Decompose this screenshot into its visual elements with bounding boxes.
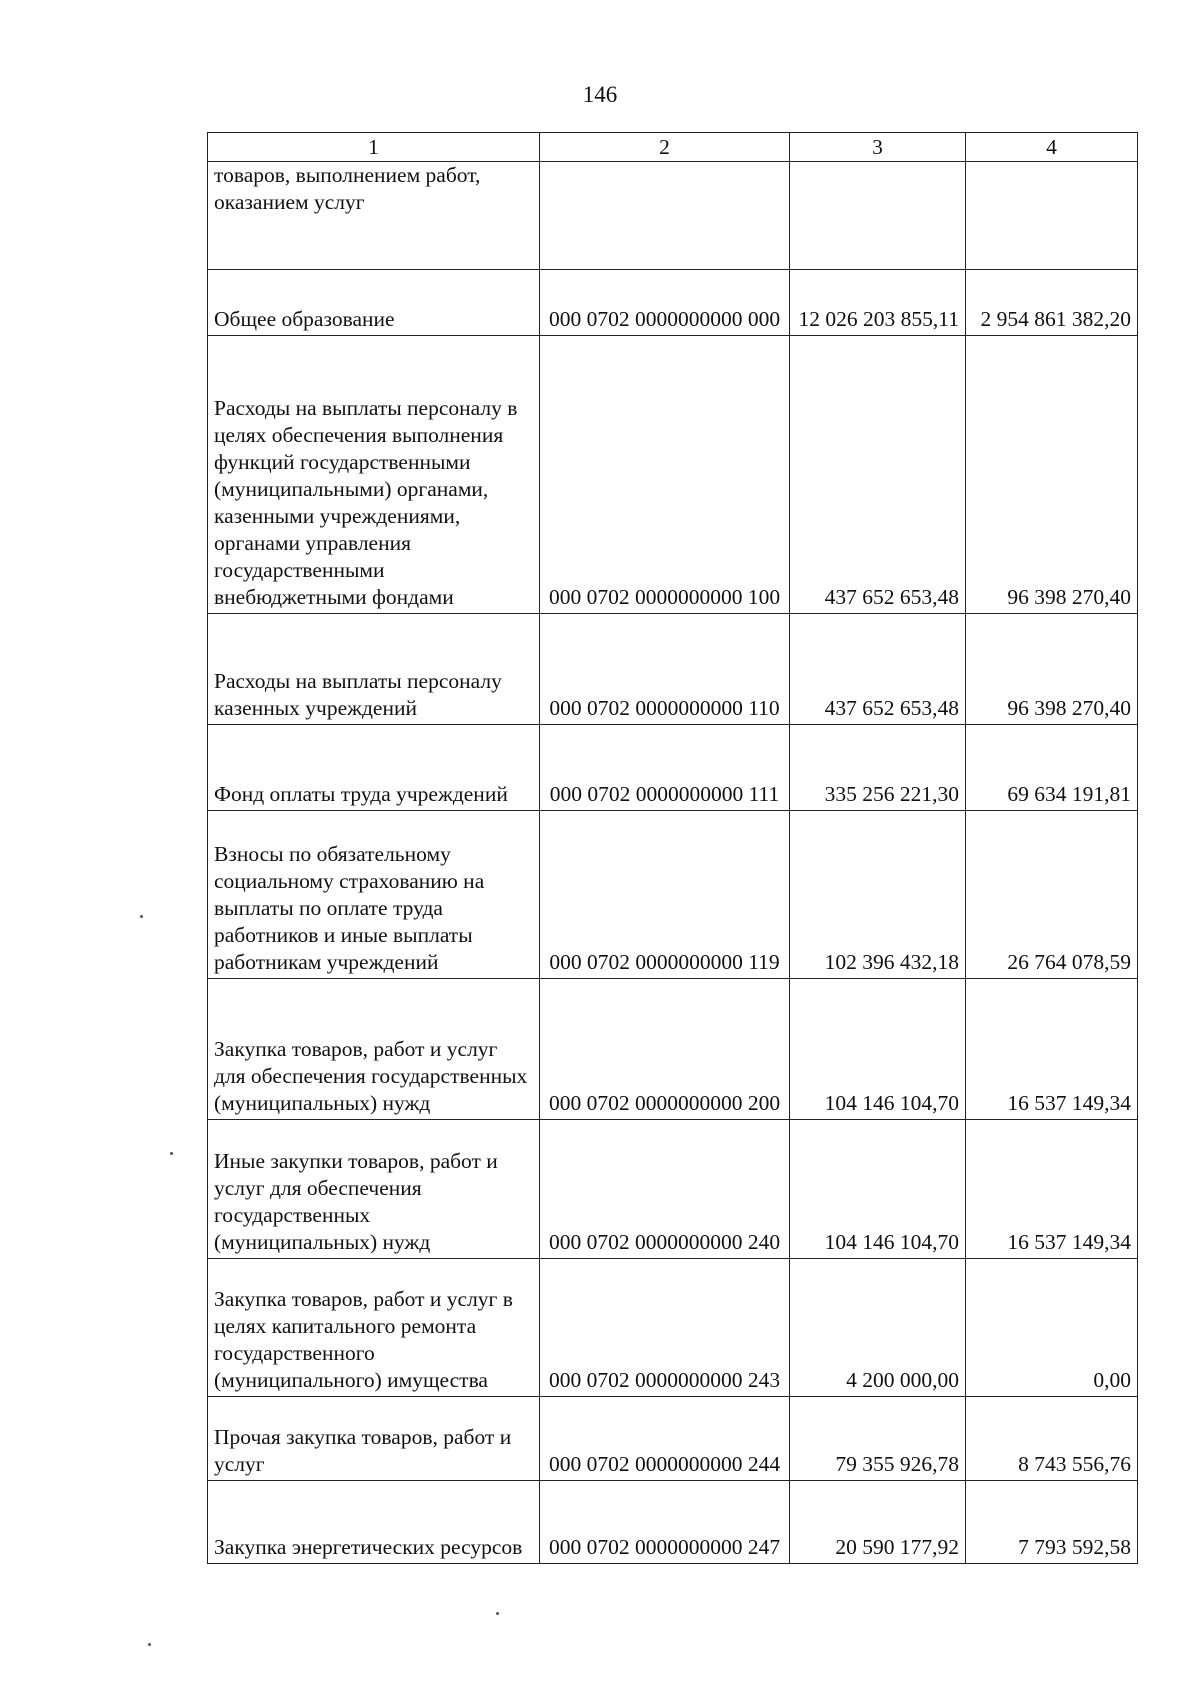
row-value-4: 2 954 861 382,20	[966, 270, 1138, 336]
row-value-4: 7 793 592,58	[966, 1481, 1138, 1564]
column-header: 4	[966, 133, 1138, 162]
scan-speck	[148, 1643, 151, 1646]
row-code	[540, 162, 790, 270]
row-name: Закупка товаров, работ и услуг в целях капитального ремонта государственного (муниципального) имущества	[208, 1259, 540, 1397]
column-header: 2	[540, 133, 790, 162]
table-row	[208, 979, 1138, 1120]
row-code: 000 0702 0000000000 244	[540, 1397, 790, 1481]
row-name: Расходы на выплаты персоналу в целях обеспечения выполнения функций государственными (муниципальными) органами, казенными учреждениями, органами управления государственными внебюджетными фондами	[208, 336, 540, 614]
table-row	[208, 270, 1138, 336]
row-code: 000 0702 0000000000 100	[540, 336, 790, 614]
row-name: товаров, выполнением работ, оказанием услуг	[208, 162, 540, 270]
row-value-3: 335 256 221,30	[790, 725, 966, 811]
table-row	[208, 811, 1138, 979]
row-code: 000 0702 0000000000 000	[540, 270, 790, 336]
row-value-4: 96 398 270,40	[966, 336, 1138, 614]
budget-table	[207, 132, 1138, 1564]
row-code: 000 0702 0000000000 200	[540, 979, 790, 1120]
table-row	[208, 1481, 1138, 1564]
row-value-3: 102 396 432,18	[790, 811, 966, 979]
row-value-4: 69 634 191,81	[966, 725, 1138, 811]
row-name: Фонд оплаты труда учреждений	[208, 725, 540, 811]
row-value-4: 16 537 149,34	[966, 1120, 1138, 1259]
row-name: Иные закупки товаров, работ и услуг для обеспечения государственных (муниципальных) нужд	[208, 1120, 540, 1259]
row-value-3: 12 026 203 855,11	[790, 270, 966, 336]
table-row	[208, 336, 1138, 614]
row-name: Расходы на выплаты персоналу казенных учреждений	[208, 614, 540, 725]
row-value-4: 26 764 078,59	[966, 811, 1138, 979]
row-value-3: 20 590 177,92	[790, 1481, 966, 1564]
row-name: Общее образование	[208, 270, 540, 336]
header-row	[208, 133, 1138, 162]
row-value-4: 0,00	[966, 1259, 1138, 1397]
row-value-3: 4 200 000,00	[790, 1259, 966, 1397]
row-code: 000 0702 0000000000 240	[540, 1120, 790, 1259]
column-header: 1	[208, 133, 540, 162]
row-code: 000 0702 0000000000 110	[540, 614, 790, 725]
table-row	[208, 1397, 1138, 1481]
row-name: Закупка энергетических ресурсов	[208, 1481, 540, 1564]
column-header: 3	[790, 133, 966, 162]
row-name: Закупка товаров, работ и услуг для обеспечения государственных (муниципальных) нужд	[208, 979, 540, 1120]
row-value-4	[966, 162, 1138, 270]
row-code: 000 0702 0000000000 247	[540, 1481, 790, 1564]
table-row	[208, 725, 1138, 811]
table-row	[208, 162, 1138, 270]
row-value-3: 104 146 104,70	[790, 1120, 966, 1259]
row-value-4: 8 743 556,76	[966, 1397, 1138, 1481]
row-value-3: 437 652 653,48	[790, 336, 966, 614]
table-row	[208, 1120, 1138, 1259]
row-value-3: 437 652 653,48	[790, 614, 966, 725]
scan-speck	[496, 1612, 499, 1615]
table-row	[208, 1259, 1138, 1397]
row-code: 000 0702 0000000000 119	[540, 811, 790, 979]
row-value-3: 79 355 926,78	[790, 1397, 966, 1481]
page-number: 146	[582, 82, 618, 107]
row-code: 000 0702 0000000000 111	[540, 725, 790, 811]
scan-speck	[170, 1152, 173, 1155]
scan-speck	[140, 915, 143, 918]
table-row	[208, 614, 1138, 725]
row-code: 000 0702 0000000000 243	[540, 1259, 790, 1397]
row-value-3	[790, 162, 966, 270]
row-value-4: 96 398 270,40	[966, 614, 1138, 725]
row-value-4: 16 537 149,34	[966, 979, 1138, 1120]
row-name: Прочая закупка товаров, работ и услуг	[208, 1397, 540, 1481]
row-name: Взносы по обязательному социальному страхованию на выплаты по оплате труда работников и иные выплаты работникам учреждений	[208, 811, 540, 979]
row-value-3: 104 146 104,70	[790, 979, 966, 1120]
